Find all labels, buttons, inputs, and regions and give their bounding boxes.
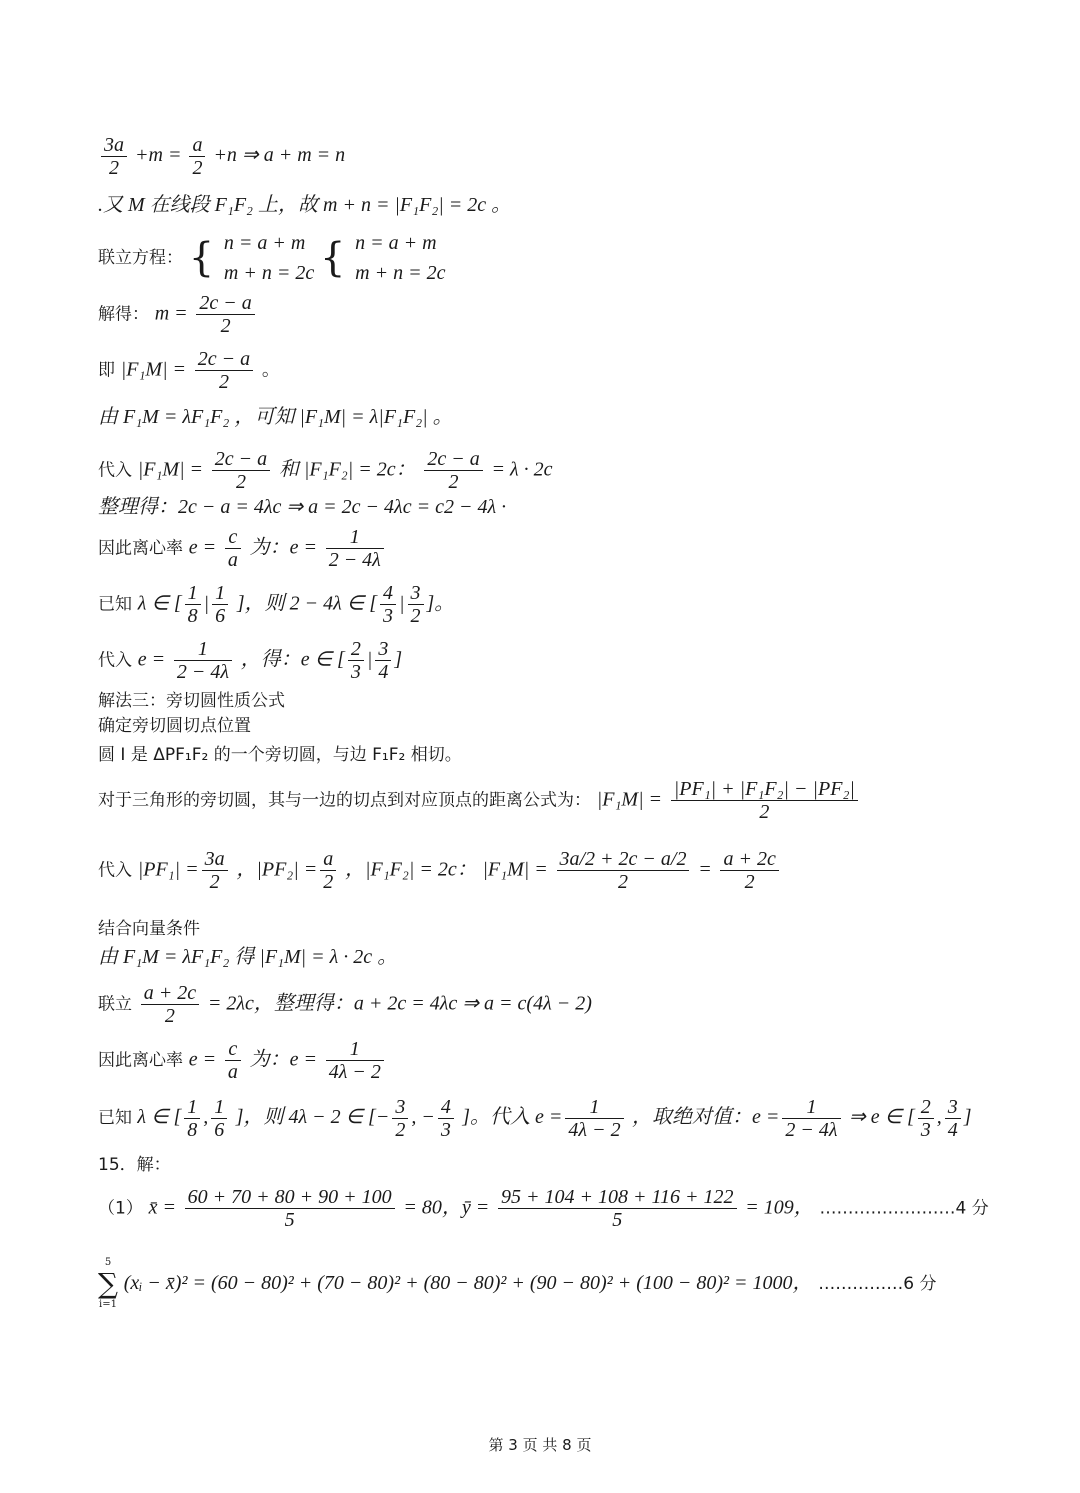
text: .又 M 在线段 F₁F₂ 上，故 m + n = |F₁F₂| = 2c 。 xyxy=(98,194,512,216)
eq-line-19: 联立 $\frac{a + 2c}{2}$ = 2λc，整理得：a + 2c = 4λc ⇒ a = c(4λ − 2) xyxy=(98,982,592,1027)
eq-line-18: 由 F₁M = λF₁F₂ 得 |F₁M| = λ · 2c 。 xyxy=(98,946,398,968)
brace-icon: { xyxy=(319,235,346,281)
text-line: 圆 I 是 ΔPF₁F₂ 的一个旁切圆，与边 F₁F₂ 相切。 xyxy=(98,745,462,765)
eq-line-7: 代入 |F₁M| = $\frac{2c - a}{2}$ 和 |F₁F₂| = 2c： $\frac{2c - a}{2}$ = λ · 2c xyxy=(98,448,553,493)
text: +m = xyxy=(135,144,182,167)
eq-line-6: 由 F₁M = λF₁F₂ ，可知 |F₁M| = λ|F₁F₂| 。 xyxy=(98,406,453,428)
eq-line-1 xyxy=(98,134,345,179)
eq-line-16: 代入 |PF₁| = $\frac{3a}{2}$ ，|PF₂| = $\frac{a}{2}$ ，|F₁F₂| = 2c： |F₁M| = $\frac{3a/2 + 2c - a/2}{2}$ = $\frac{a + 2c}{2}$ xyxy=(98,848,782,893)
fraction: $\frac{3a}{2}$ xyxy=(101,134,127,179)
fraction: $\frac{2c - a}{2}$ xyxy=(196,292,254,337)
fraction: $\frac{a}{2}$ xyxy=(189,134,205,179)
label: 联立方程： xyxy=(98,248,183,268)
summation: 5 ∑ i=1 xyxy=(98,1257,118,1310)
eq-line-9: 因此离心率 e = $\frac{c}{a}$ 为：e = $\frac{1}{2 - 4\lambda}$ xyxy=(98,526,387,571)
eq-line-3 xyxy=(98,228,445,288)
eq-line-5: 即 |F₁M| = $\frac{2c - a}{2}$ 。 xyxy=(98,348,280,393)
fraction: $\frac{2c - a}{2}$ xyxy=(424,448,482,493)
text-line: 结合向量条件 xyxy=(98,919,200,939)
question-number: 15．解： xyxy=(98,1155,171,1175)
eq-line-23: （1） x̄ = $\frac{60 + 70 + 80 + 90 + 100}{5}$ = 80，ȳ = $\frac{95 + 104 + 108 + 116 + 122}{5}$ = 109， ……………………4 分 xyxy=(98,1186,989,1231)
eq-line-2 xyxy=(98,194,511,216)
eq-line-8: 整理得：2c − a = 4λc ⇒ a = 2c − 4λc = c2 − 4λ · xyxy=(98,496,507,518)
brace-icon: { xyxy=(188,235,215,281)
eq-line-24: 5 ∑ i=1 (xᵢ − x̄)² = (60 − 80)² + (70 − 80)² + (80 − 80)² + (90 − 80)² + (100 − 80)² = 1000， ……………6 分 xyxy=(98,1257,937,1310)
fraction: $\frac{c}{a}$ xyxy=(225,526,241,571)
fraction: $\frac{2c - a}{2}$ xyxy=(195,348,253,393)
fraction: $\frac{2c - a}{2}$ xyxy=(212,448,270,493)
fraction: $\frac{1}{2 - 4\lambda}$ xyxy=(326,526,384,571)
eq-line-21: 已知 λ ∈ [ $\frac{1}{8}$ , $\frac{1}{6}$ ]，则 4λ − 2 ∈ [− $\frac{3}{2}$ , − $\frac{4}{3}$ ]。代入 e = $\frac{1}{4\lambda - 2}$ ，取绝对值：e = $\frac{1}{2 - 4\lambda}$ ⇒ e ∈ [ $\frac{2}{3}$ , $\frac{3}{4}$ ] xyxy=(98,1096,972,1141)
equation-system: n = a + m m + n = 2c xyxy=(355,232,446,284)
equation-system: n = a + m m + n = 2c xyxy=(223,232,315,284)
eq-line-15: 对于三角形的旁切圆，其与一边的切点到对应顶点的距离公式为： |F₁M| = $\frac{\text{|PF₁| + |F₁F₂| − |PF₂|}}{2}$ xyxy=(98,778,861,823)
score-marker: ……………6 分 xyxy=(818,1274,937,1294)
score-marker: ……………………4 分 xyxy=(819,1198,989,1219)
page-footer: 第 3 页 共 8 页 xyxy=(488,1436,592,1454)
eq-line-20: 因此离心率 e = $\frac{c}{a}$ 为：e = $\frac{1}{4\lambda - 2}$ xyxy=(98,1038,387,1083)
eq-line-11: 代入 e = $\frac{1}{2 - 4\lambda}$ ，得：e ∈ [ $\frac{2}{3}$ | $\frac{3}{4}$ ] xyxy=(98,638,403,683)
section-heading: 解法三：旁切圆性质公式 xyxy=(98,691,285,711)
text: +n ⇒ a + m = n xyxy=(213,144,346,167)
subheading: 确定旁切圆切点位置 xyxy=(98,716,251,736)
eq-line-4: 解得： m = $\frac{2c - a}{2}$ xyxy=(98,292,258,337)
eq-line-10: 已知 λ ∈ [ $\frac{1}{8}$ | $\frac{1}{6}$ ]，则 2 − 4λ ∈ [ $\frac{4}{3}$ | $\frac{3}{2}$ ]。 xyxy=(98,582,455,627)
